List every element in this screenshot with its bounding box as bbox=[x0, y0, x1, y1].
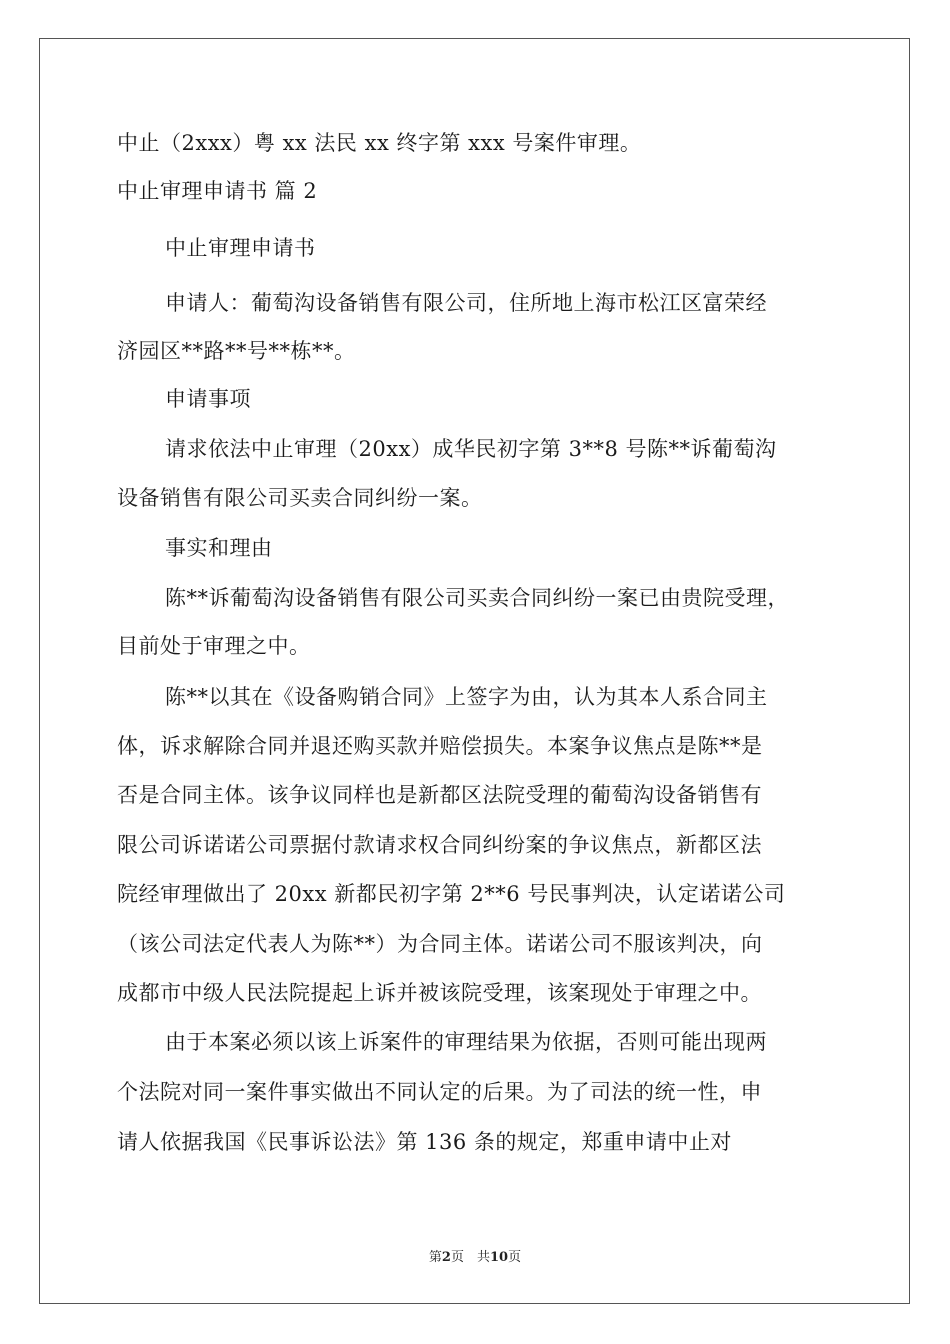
page-suffix: 页 bbox=[508, 1250, 522, 1265]
document-title: 中止审理申请书 bbox=[165, 236, 316, 260]
text-line-continuation: 中止（2xxx）粤 xx 法民 xx 终字第 xxx 号案件审理。 bbox=[117, 131, 642, 155]
applicant-line: 济园区**路**号**栋**。 bbox=[117, 339, 356, 363]
page-prefix: 第 bbox=[428, 1250, 442, 1265]
page-border bbox=[39, 38, 910, 1304]
paragraph-line: 个法院对同一案件事实做出不同认定的后果。为了司法的统一性，申 bbox=[117, 1080, 762, 1104]
paragraph-line: 院经审理做出了 20xx 新都民初字第 2**6 号民事判决，认定诺诺公司 bbox=[117, 882, 786, 906]
paragraph-line: 陈**以其在《设备购销合同》上签字为由，认为其本人系合同主 bbox=[165, 685, 768, 709]
paragraph-line: 成都市中级人民法院提起上诉并被该院受理，该案现处于审理之中。 bbox=[117, 981, 762, 1005]
paragraph-line: 体，诉求解除合同并退还购买款并赔偿损失。本案争议焦点是陈**是 bbox=[117, 734, 763, 758]
paragraph-line: 目前处于审理之中。 bbox=[117, 634, 311, 658]
section-heading: 中止审理申请书 篇 2 bbox=[117, 179, 318, 203]
subheading-facts-reasons: 事实和理由 bbox=[165, 536, 273, 560]
paragraph-line: 由于本案必须以该上诉案件的审理结果为依据，否则可能出现两 bbox=[165, 1030, 767, 1054]
applicant-line: 申请人：葡萄沟设备销售有限公司，住所地上海市松江区富荣经 bbox=[165, 291, 767, 315]
page-mid: 页 共 bbox=[450, 1250, 490, 1265]
paragraph-line: 请人依据我国《民事诉讼法》第 136 条的规定，郑重申请中止对 bbox=[117, 1130, 732, 1154]
paragraph-line: （该公司法定代表人为陈**）为合同主体。诺诺公司不服该判决，向 bbox=[117, 932, 763, 956]
paragraph-line: 请求依法中止审理（20xx）成华民初字第 3**8 号陈**诉葡萄沟 bbox=[165, 437, 777, 461]
paragraph-line: 否是合同主体。该争议同样也是新都区法院受理的葡萄沟设备销售有 bbox=[117, 783, 762, 807]
page-footer bbox=[0, 1250, 950, 1266]
subheading-request-items: 申请事项 bbox=[165, 387, 251, 411]
paragraph-line: 设备销售有限公司买卖合同纠纷一案。 bbox=[117, 486, 483, 510]
paragraph-line: 限公司诉诺诺公司票据付款请求权合同纠纷案的争议焦点，新都区法 bbox=[117, 833, 762, 857]
page-total: 10 bbox=[489, 1250, 509, 1265]
paragraph-line: 陈**诉葡萄沟设备销售有限公司买卖合同纠纷一案已由贵院受理， bbox=[165, 586, 789, 610]
page-current: 2 bbox=[441, 1250, 451, 1265]
